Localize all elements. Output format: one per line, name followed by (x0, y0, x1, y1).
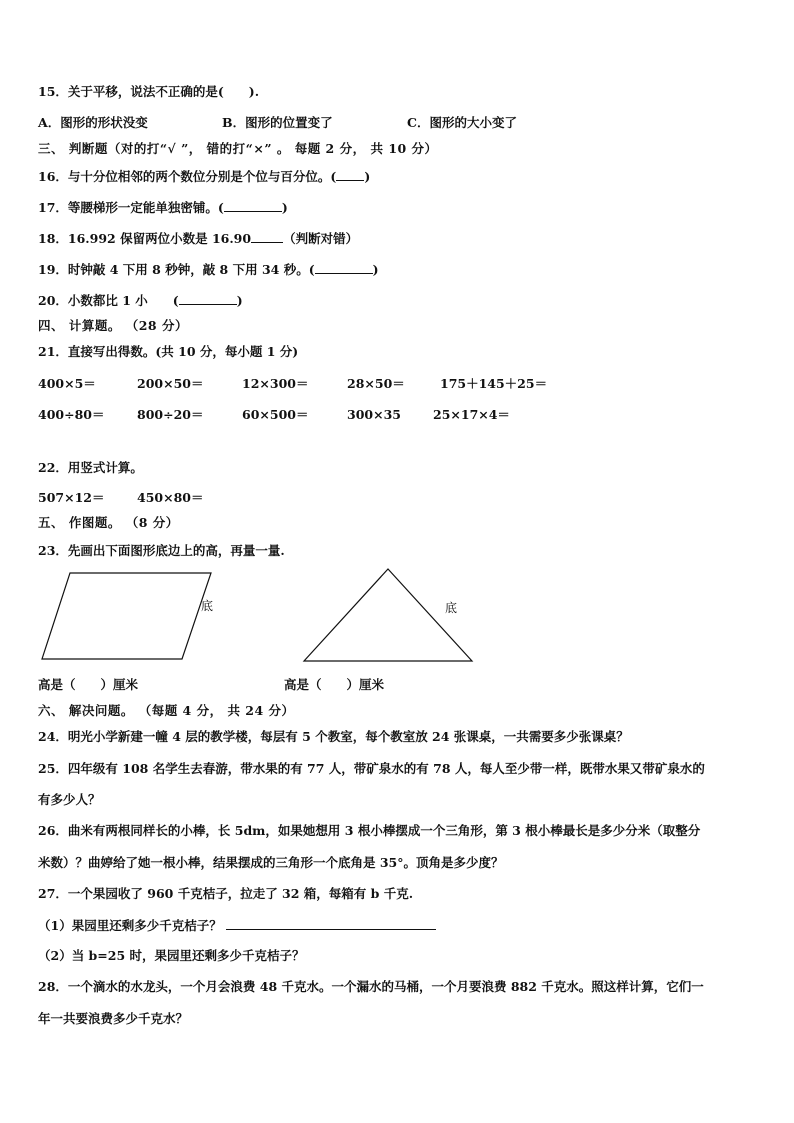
q19-close: ) (372, 262, 379, 277)
q15-option-b: B．图形的位置变了 (222, 115, 333, 130)
q20-stem: 20．小数都比 1 小 ( (38, 293, 179, 308)
question-21-stem: 21．直接写出得数。(共 10 分，每小题 1 分) (38, 344, 299, 359)
calc-item: 400÷80＝ (38, 407, 105, 422)
q15-option-a: A．图形的形状没变 (38, 115, 148, 130)
calc-item: 25×17×4＝ (433, 407, 510, 422)
q18-stem: 18．16.992 保留两位小数是 16.90 (38, 231, 252, 246)
question-27-sub1 (38, 917, 436, 934)
question-27-stem: 27．一个果园收了 960 千克桔子，拉走了 32 箱，每箱有 b 千克. (38, 886, 414, 901)
question-24: 24．明光小学新建一幢 4 层的教学楼，每层有 5 个教室，每个教室放 24 张课桌，一共需要多少张课桌？ (38, 729, 629, 744)
q17-close: ) (281, 200, 288, 215)
section-5-title: 五、 作图题。 （8 分） (38, 515, 179, 530)
question-23-stem: 23．先画出下面图形底边上的高，再量一量. (38, 543, 285, 558)
parallelogram-shape (42, 573, 214, 659)
q16-stem: 16．与十分位相邻的两个数位分别是个位与百分位。( (38, 169, 337, 184)
q20-close: ) (236, 293, 243, 308)
q18-tail: （判断对错） (283, 231, 359, 246)
question-25-line2: 有多少人？ (38, 792, 101, 807)
vertical-calc-item: 507×12＝ (38, 490, 105, 505)
q19-stem: 19．时钟敲 4 下用 8 秒钟，敲 8 下用 34 秒。( (38, 262, 315, 277)
height-answer-2: 高是（ ）厘米 (284, 677, 385, 692)
calc-item: 300×35 (347, 407, 401, 422)
question-27-sub2: （2）当 b=25 时，果园里还剩多少千克桔子？ (38, 948, 305, 963)
calc-item: 28×50＝ (347, 376, 405, 391)
calc-item: 175＋145＋25＝ (440, 376, 548, 391)
q16-close: ) (364, 169, 371, 184)
question-26-line2: 米数）？曲婷给了她一根小棒，结果摆成的三角形一个底角是 35°。顶角是多少度？ (38, 855, 504, 870)
question-15-stem: 15．关于平移，说法不正确的是( ). (38, 84, 260, 99)
calc-item: 200×50＝ (137, 376, 204, 391)
q27-sub1-text: （1）果园里还剩多少千克桔子？ (38, 918, 222, 933)
q17-stem: 17．等腰梯形一定能单独密铺。( (38, 200, 224, 215)
question-28-line1: 28．一个滴水的水龙头，一个月会浪费 48 千克水。一个漏水的马桶，一个月要浪费 882 千克水。照这样计算，它们一 (38, 979, 704, 994)
height-answer-1: 高是（ ）厘米 (38, 677, 139, 692)
base-label: 底 (201, 599, 214, 613)
vertical-calc-item: 450×80＝ (137, 490, 204, 505)
calc-item: 60×500＝ (242, 407, 309, 422)
calc-item: 400×5＝ (38, 376, 96, 391)
q15-option-c: C．图形的大小变了 (407, 115, 517, 130)
section-4-title: 四、 计算题。 （28 分） (38, 318, 188, 333)
answer-line[interactable] (226, 917, 436, 930)
calc-item: 12×300＝ (242, 376, 309, 391)
question-28-line2: 年一共要浪费多少千克水？ (38, 1011, 189, 1026)
question-25-line1: 25．四年级有 108 名学生去春游，带水果的有 77 人，带矿泉水的有 78 人，每人至少带一样，既带水果又带矿泉水的 (38, 761, 705, 776)
question-22-stem: 22．用竖式计算。 (38, 460, 143, 475)
section-6-title: 六、 解决问题。 （每题 4 分， 共 24 分） (38, 703, 295, 718)
calc-item: 800÷20＝ (137, 407, 204, 422)
base-label: 底 (445, 601, 458, 615)
question-26-line1: 26．曲米有两根同样长的小棒，长 5dm，如果她想用 3 根小棒摆成一个三角形，第 3 根小棒最长是多少分米（取整分 (38, 823, 701, 838)
section-3-title: 三、 判断题（对的打“√ ”， 错的打“×” 。 每题 2 分， 共 10 分） (38, 141, 438, 156)
